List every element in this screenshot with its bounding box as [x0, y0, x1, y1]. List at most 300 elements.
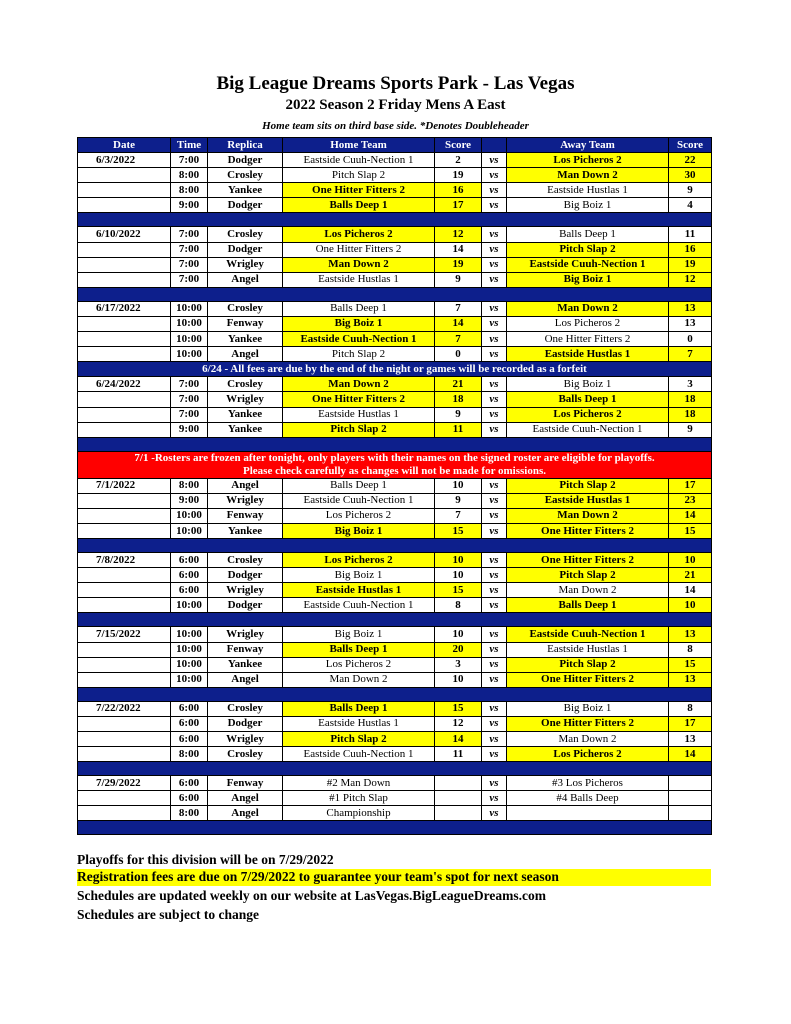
field-replica: Crosley: [208, 301, 283, 316]
home-team: Eastside Cuuh-Nection 1: [283, 493, 435, 508]
home-score: 17: [435, 198, 482, 213]
field-replica: Fenway: [208, 508, 283, 523]
away-score: 9: [669, 183, 712, 198]
away-team: Pitch Slap 2: [507, 568, 669, 583]
home-score: 14: [435, 242, 482, 257]
away-team: Man Down 2: [507, 508, 669, 523]
game-date: [78, 508, 171, 523]
schedule-table: [77, 137, 712, 835]
col-home-score-header: Score: [435, 138, 482, 153]
away-team: One Hitter Fitters 2: [507, 672, 669, 687]
col-away-score-header: Score: [669, 138, 712, 153]
game-row: [78, 583, 712, 598]
home-score: 12: [435, 227, 482, 242]
game-row: [78, 227, 712, 242]
fees-notice: 6/24 - All fees are due by the end of the night or games will be recorded as a forfeit: [78, 362, 712, 377]
game-date: [78, 316, 171, 331]
change-notice: Schedules are subject to change: [77, 907, 259, 922]
col-date-header: Date: [78, 138, 171, 153]
game-date: [78, 642, 171, 657]
home-score: 20: [435, 642, 482, 657]
roster-alert-line1: 7/1 -Rosters are frozen after tonight, only players with their names on the signed roster are eligible for playoffs.: [134, 451, 655, 464]
game-date: 7/1/2022: [78, 478, 171, 493]
away-score: 18: [669, 407, 712, 422]
home-team: Pitch Slap 2: [283, 347, 435, 362]
col-vs-header: [482, 138, 507, 153]
vs-label: vs: [482, 183, 507, 198]
table-header-row: [78, 138, 712, 153]
game-row: [78, 272, 712, 287]
away-score: 19: [669, 257, 712, 272]
vs-label: vs: [482, 168, 507, 183]
away-team: One Hitter Fitters 2: [507, 332, 669, 347]
game-date: [78, 523, 171, 538]
game-time: 6:00: [171, 701, 208, 716]
home-score: 0: [435, 347, 482, 362]
col-home-team-header: Home Team: [283, 138, 435, 153]
away-score: 17: [669, 478, 712, 493]
away-score: [669, 791, 712, 806]
col-away-team-header: Away Team: [507, 138, 669, 153]
game-row: [78, 598, 712, 613]
field-replica: Crosley: [208, 377, 283, 392]
home-team: Eastside Hustlas 1: [283, 716, 435, 731]
home-team: Los Picheros 2: [283, 508, 435, 523]
field-replica: Crosley: [208, 747, 283, 762]
away-score: 16: [669, 242, 712, 257]
schedule-body: [78, 153, 712, 835]
separator-cell: [78, 539, 712, 553]
home-team: Los Picheros 2: [283, 553, 435, 568]
field-replica: Angel: [208, 478, 283, 493]
game-time: 9:00: [171, 422, 208, 437]
game-row: [78, 332, 712, 347]
game-date: [78, 272, 171, 287]
separator-cell: [78, 213, 712, 227]
vs-label: vs: [482, 583, 507, 598]
home-team: Championship: [283, 806, 435, 821]
away-team: Big Boiz 1: [507, 701, 669, 716]
game-time: 7:00: [171, 377, 208, 392]
game-row: [78, 732, 712, 747]
away-team: Pitch Slap 2: [507, 657, 669, 672]
game-time: 10:00: [171, 642, 208, 657]
game-time: 10:00: [171, 332, 208, 347]
playoffs-notice: Playoffs for this division will be on 7/29/2022: [77, 852, 334, 867]
game-date: [78, 198, 171, 213]
home-score: 10: [435, 627, 482, 642]
away-team: Man Down 2: [507, 583, 669, 598]
game-row: [78, 242, 712, 257]
vs-label: vs: [482, 523, 507, 538]
game-row: [78, 657, 712, 672]
home-score: 15: [435, 701, 482, 716]
home-score: 10: [435, 553, 482, 568]
away-score: 14: [669, 583, 712, 598]
away-score: 11: [669, 227, 712, 242]
game-date: [78, 332, 171, 347]
home-team: Eastside Hustlas 1: [283, 272, 435, 287]
away-score: 13: [669, 627, 712, 642]
vs-label: vs: [482, 642, 507, 657]
game-time: 8:00: [171, 183, 208, 198]
game-date: [78, 242, 171, 257]
game-time: 7:00: [171, 257, 208, 272]
away-score: 13: [669, 672, 712, 687]
col-time-header: Time: [171, 138, 208, 153]
away-team: #4 Balls Deep: [507, 791, 669, 806]
vs-label: vs: [482, 198, 507, 213]
vs-label: vs: [482, 657, 507, 672]
home-score: 12: [435, 716, 482, 731]
home-team: Man Down 2: [283, 377, 435, 392]
game-time: 7:00: [171, 272, 208, 287]
away-score: 22: [669, 153, 712, 168]
game-date: [78, 806, 171, 821]
vs-label: vs: [482, 553, 507, 568]
vs-label: vs: [482, 272, 507, 287]
game-time: 6:00: [171, 568, 208, 583]
field-replica: Wrigley: [208, 493, 283, 508]
game-row: [78, 508, 712, 523]
game-row: [78, 257, 712, 272]
field-replica: Wrigley: [208, 583, 283, 598]
away-score: 13: [669, 301, 712, 316]
game-row: [78, 422, 712, 437]
away-team: Los Picheros 2: [507, 407, 669, 422]
home-team: Los Picheros 2: [283, 657, 435, 672]
game-date: 6/3/2022: [78, 153, 171, 168]
home-score: 16: [435, 183, 482, 198]
away-team: #3 Los Picheros: [507, 776, 669, 791]
home-team: Big Boiz 1: [283, 316, 435, 331]
away-team: Man Down 2: [507, 732, 669, 747]
vs-label: vs: [482, 332, 507, 347]
field-replica: Wrigley: [208, 732, 283, 747]
game-date: [78, 598, 171, 613]
week-separator: [78, 687, 712, 701]
home-team: Balls Deep 1: [283, 642, 435, 657]
roster-alert-row: [78, 451, 712, 478]
game-row: [78, 627, 712, 642]
game-row: [78, 806, 712, 821]
field-replica: Wrigley: [208, 392, 283, 407]
away-team: Pitch Slap 2: [507, 478, 669, 493]
home-team: Eastside Cuuh-Nection 1: [283, 332, 435, 347]
field-replica: Dodger: [208, 568, 283, 583]
home-score: 9: [435, 493, 482, 508]
field-replica: Dodger: [208, 198, 283, 213]
roster-alert: [78, 451, 712, 478]
vs-label: vs: [482, 407, 507, 422]
home-team: Big Boiz 1: [283, 523, 435, 538]
field-replica: Dodger: [208, 716, 283, 731]
away-team: Los Picheros 2: [507, 747, 669, 762]
game-row: [78, 553, 712, 568]
field-replica: Yankee: [208, 407, 283, 422]
field-replica: Dodger: [208, 598, 283, 613]
away-score: 10: [669, 598, 712, 613]
away-score: 3: [669, 377, 712, 392]
away-team: Big Boiz 1: [507, 377, 669, 392]
away-score: 13: [669, 316, 712, 331]
home-team: Eastside Cuuh-Nection 1: [283, 153, 435, 168]
away-team: Big Boiz 1: [507, 198, 669, 213]
website-notice: Schedules are updated weekly on our website at LasVegas.BigLeagueDreams.com: [77, 888, 547, 903]
away-team: Pitch Slap 2: [507, 242, 669, 257]
game-time: 9:00: [171, 493, 208, 508]
field-replica: Angel: [208, 791, 283, 806]
away-team: One Hitter Fitters 2: [507, 553, 669, 568]
game-time: 6:00: [171, 732, 208, 747]
vs-label: vs: [482, 508, 507, 523]
home-team: One Hitter Fitters 2: [283, 183, 435, 198]
game-time: 6:00: [171, 791, 208, 806]
away-team: Big Boiz 1: [507, 272, 669, 287]
vs-label: vs: [482, 776, 507, 791]
home-score: 18: [435, 392, 482, 407]
home-score: 14: [435, 316, 482, 331]
vs-label: vs: [482, 747, 507, 762]
away-score: 23: [669, 493, 712, 508]
week-separator: [78, 287, 712, 301]
away-score: 21: [669, 568, 712, 583]
week-separator: [78, 613, 712, 627]
separator-cell: [78, 762, 712, 776]
field-replica: Wrigley: [208, 627, 283, 642]
away-score: 15: [669, 657, 712, 672]
vs-label: vs: [482, 627, 507, 642]
vs-label: vs: [482, 791, 507, 806]
away-score: 0: [669, 332, 712, 347]
away-score: 8: [669, 642, 712, 657]
vs-label: vs: [482, 716, 507, 731]
separator-cell: [78, 687, 712, 701]
home-team: Eastside Hustlas 1: [283, 583, 435, 598]
vs-label: vs: [482, 568, 507, 583]
fees-notice-row: [78, 362, 712, 377]
game-date: [78, 583, 171, 598]
home-score: 19: [435, 168, 482, 183]
game-row: [78, 316, 712, 331]
game-time: 10:00: [171, 672, 208, 687]
home-score: 19: [435, 257, 482, 272]
field-replica: Fenway: [208, 776, 283, 791]
game-time: 8:00: [171, 168, 208, 183]
away-score: 18: [669, 392, 712, 407]
home-score: 8: [435, 598, 482, 613]
game-row: [78, 153, 712, 168]
away-score: 7: [669, 347, 712, 362]
away-score: 13: [669, 732, 712, 747]
home-score: 2: [435, 153, 482, 168]
week-separator: [78, 213, 712, 227]
home-score: 7: [435, 301, 482, 316]
home-score: 14: [435, 732, 482, 747]
home-score: 3: [435, 657, 482, 672]
home-score: 15: [435, 523, 482, 538]
field-replica: Fenway: [208, 316, 283, 331]
field-replica: Wrigley: [208, 257, 283, 272]
field-replica: Crosley: [208, 553, 283, 568]
vs-label: vs: [482, 672, 507, 687]
game-date: [78, 568, 171, 583]
game-time: 10:00: [171, 523, 208, 538]
home-team: #2 Man Down: [283, 776, 435, 791]
game-time: 7:00: [171, 153, 208, 168]
game-row: [78, 716, 712, 731]
home-team: Pitch Slap 2: [283, 168, 435, 183]
game-time: 6:00: [171, 583, 208, 598]
home-team: Man Down 2: [283, 257, 435, 272]
game-row: [78, 701, 712, 716]
home-score: 15: [435, 583, 482, 598]
vs-label: vs: [482, 257, 507, 272]
away-team: Balls Deep 1: [507, 227, 669, 242]
home-team: One Hitter Fitters 2: [283, 242, 435, 257]
game-time: 9:00: [171, 198, 208, 213]
away-score: 10: [669, 553, 712, 568]
away-score: 30: [669, 168, 712, 183]
field-replica: Angel: [208, 806, 283, 821]
field-replica: Crosley: [208, 227, 283, 242]
home-team: Eastside Cuuh-Nection 1: [283, 747, 435, 762]
page-subtitle: 2022 Season 2 Friday Mens A East: [285, 97, 506, 113]
game-date: [78, 347, 171, 362]
field-replica: Yankee: [208, 183, 283, 198]
game-date: 7/29/2022: [78, 776, 171, 791]
game-time: 7:00: [171, 242, 208, 257]
home-team: Pitch Slap 2: [283, 422, 435, 437]
game-time: 10:00: [171, 657, 208, 672]
game-time: 10:00: [171, 508, 208, 523]
game-time: 6:00: [171, 776, 208, 791]
game-time: 6:00: [171, 716, 208, 731]
away-team: Eastside Hustlas 1: [507, 642, 669, 657]
vs-label: vs: [482, 347, 507, 362]
registration-notice: Registration fees are due on 7/29/2022 to guarantee your team's spot for next season: [77, 869, 711, 886]
game-row: [78, 747, 712, 762]
vs-label: vs: [482, 392, 507, 407]
game-date: 6/24/2022: [78, 377, 171, 392]
game-date: [78, 747, 171, 762]
game-row: [78, 301, 712, 316]
vs-label: vs: [482, 701, 507, 716]
field-replica: Fenway: [208, 642, 283, 657]
away-team: Eastside Hustlas 1: [507, 183, 669, 198]
field-replica: Angel: [208, 672, 283, 687]
home-score: 7: [435, 332, 482, 347]
home-score: 11: [435, 747, 482, 762]
vs-label: vs: [482, 806, 507, 821]
game-row: [78, 392, 712, 407]
field-replica: Angel: [208, 272, 283, 287]
away-score: 4: [669, 198, 712, 213]
game-date: [78, 657, 171, 672]
vs-label: vs: [482, 301, 507, 316]
home-team: Big Boiz 1: [283, 627, 435, 642]
vs-label: vs: [482, 422, 507, 437]
game-date: 7/8/2022: [78, 553, 171, 568]
game-row: [78, 183, 712, 198]
home-team: Los Picheros 2: [283, 227, 435, 242]
vs-label: vs: [482, 377, 507, 392]
game-time: 7:00: [171, 227, 208, 242]
game-date: [78, 732, 171, 747]
game-time: 8:00: [171, 478, 208, 493]
home-score: 11: [435, 422, 482, 437]
game-row: [78, 642, 712, 657]
vs-label: vs: [482, 153, 507, 168]
field-replica: Yankee: [208, 422, 283, 437]
away-team: Eastside Hustlas 1: [507, 493, 669, 508]
game-date: 6/10/2022: [78, 227, 171, 242]
away-team: Man Down 2: [507, 301, 669, 316]
away-score: 12: [669, 272, 712, 287]
home-score: 10: [435, 672, 482, 687]
game-row: [78, 672, 712, 687]
home-team: Pitch Slap 2: [283, 732, 435, 747]
field-replica: Yankee: [208, 332, 283, 347]
game-date: 7/22/2022: [78, 701, 171, 716]
week-separator: [78, 539, 712, 553]
game-date: [78, 422, 171, 437]
game-time: 10:00: [171, 347, 208, 362]
home-score: [435, 806, 482, 821]
field-replica: Yankee: [208, 657, 283, 672]
field-replica: Yankee: [208, 523, 283, 538]
field-replica: Dodger: [208, 153, 283, 168]
home-team: Balls Deep 1: [283, 198, 435, 213]
game-date: 7/15/2022: [78, 627, 171, 642]
separator-cell: [78, 437, 712, 451]
away-team: Eastside Cuuh-Nection 1: [507, 627, 669, 642]
game-row: [78, 493, 712, 508]
game-date: [78, 716, 171, 731]
game-time: 8:00: [171, 806, 208, 821]
separator-cell: [78, 287, 712, 301]
away-team: Los Picheros 2: [507, 153, 669, 168]
home-team: Eastside Hustlas 1: [283, 407, 435, 422]
game-row: [78, 523, 712, 538]
vs-label: vs: [482, 242, 507, 257]
away-score: [669, 776, 712, 791]
away-score: 8: [669, 701, 712, 716]
game-row: [78, 407, 712, 422]
home-team: Balls Deep 1: [283, 301, 435, 316]
vs-label: vs: [482, 316, 507, 331]
away-team: Los Picheros 2: [507, 316, 669, 331]
game-row: [78, 198, 712, 213]
game-date: [78, 257, 171, 272]
home-team: Big Boiz 1: [283, 568, 435, 583]
away-team: Man Down 2: [507, 168, 669, 183]
game-date: [78, 493, 171, 508]
game-date: [78, 168, 171, 183]
field-replica: Dodger: [208, 242, 283, 257]
away-score: 14: [669, 508, 712, 523]
home-team: #1 Pitch Slap: [283, 791, 435, 806]
away-team: Balls Deep 1: [507, 598, 669, 613]
game-time: 6:00: [171, 553, 208, 568]
home-score: [435, 776, 482, 791]
schedule-note: Home team sits on third base side. *Denotes Doubleheader: [262, 120, 529, 132]
home-score: 9: [435, 407, 482, 422]
away-team: Eastside Cuuh-Nection 1: [507, 257, 669, 272]
col-replica-header: Replica: [208, 138, 283, 153]
game-time: 10:00: [171, 301, 208, 316]
away-team: Eastside Hustlas 1: [507, 347, 669, 362]
